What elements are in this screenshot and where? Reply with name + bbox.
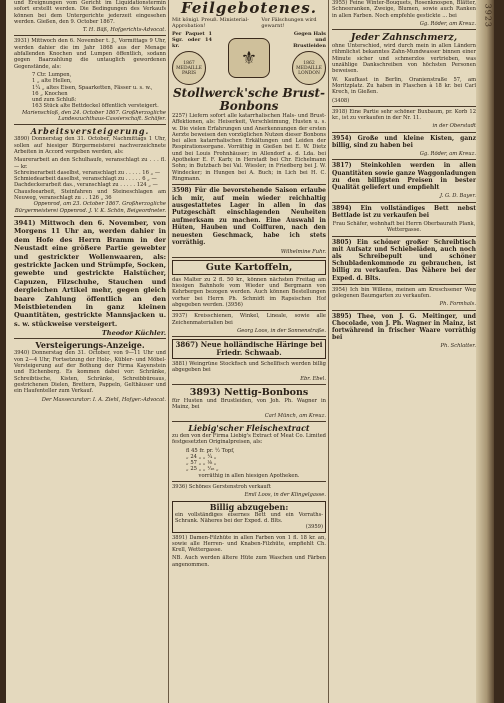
ad-signature: Oppenrod, am 23. October 1867. Großherzogliche Bürgermeisterei Oppenrod. J. V. K. Schön, Beigeordneter. (14, 201, 166, 214)
column-rule (328, 0, 329, 703)
ad-signature: Gg. Röder, am Kreuz. (419, 20, 476, 27)
ad-text: 3936) Schönes Gerstenstroh verkauft (172, 484, 271, 491)
divider (172, 310, 326, 311)
column-middle (172, 0, 326, 703)
ad-text: für Husten und Brustleiden, von Joh. Ph. Wagner in Mainz, bei (172, 398, 326, 411)
ad-signature: J. G. D. Bayer. (440, 193, 476, 200)
ad-text: 3894) Ein vollständiges Bett nebst Bettlade ist zu verkaufen bei (332, 204, 476, 219)
ad-signature: Frau Schäfer, wohnhaft bei Herrn Oberbaurath Plank, Wettergasse. (332, 220, 476, 234)
divider (172, 257, 326, 258)
ad-signature: Ebr. Ebel. (300, 375, 326, 382)
divider (14, 216, 166, 217)
ad-text: 3598) Für die bevorstehende Saison erlaube ich mir, auf mein wieder reichhaltig ausgestattetes Lager in allen in das Putzgeschäft einschlagenden Neuheiten aufmerksam zu machen. Eine Auswahl in Hüten, Hauben und Coiffuren, nach den neuesten Geschmack, habe ich stets vorräthig. (172, 187, 326, 247)
divider (332, 132, 476, 133)
ad-text: 3955) Feine Winter-Bouquets, Rosenknospen, Blätter, Schneeranken, Zweige, Blumen, sowie auch Ranken in allen Farben. Noch empfehle gestickte ... bei (332, 0, 476, 19)
ad-text: 3940) Donnerstag den 31. October, von 9—11 Uhr und von 2—4 Uhr, Fortsetzung der Holz-, Kübler- und Möbel-Versteigerung auf der Bothung der Firma Kayenstein und Eichenberg. Es kommen dabei vor: Schränke, Schreibtische, Kisten, Schränke, Schreibbüreaus, gestrichenen Dielen, Brettern, Pappeln, Gelthäuser und ein Haufenteller zum Verkauf. (14, 350, 166, 395)
ad-text: 3805) Ein schöner großer Schreibtisch mit Aufsatz und Schiebeläden, auch noch als Schreibepult und schöner Schubladenkommode zu gebrauchen, ist billig zu verkaufen. Das Nähere bei der Exped. d. Blts. (332, 238, 476, 282)
list-item: „ 25 „ „ ¹⁄₁₆ „ (186, 466, 219, 473)
ad-signature: T. H. Bäß, Hofgerichts-Advocat. (82, 27, 166, 34)
column-right (332, 0, 476, 703)
divider (172, 421, 326, 422)
page-number: 3923 (483, 3, 492, 28)
divider (14, 124, 166, 125)
ad-text: 2257) Liefern sofort alle katarrhalischen Hals- und Brust-Affektionen, als: Heiserkeit, Verschleimung, Husten u. s. w. Die vielen Erfahrungen und Anerkennungen der ersten Aerzte beweisen den vorzüglichen Nutzen dieser Bonbons bei allen katarrhalischen Erkältungen und Leiden der Respirationsorgane. Vorräthig in Gießen bei E. W. Dietz und bei Louis Frohnhäuser; in Allendorf a. d. Lda. bei Apotheker E. F. Karb; in Herstadt bei Chr. Eichelmann Sohn; in Butzbach bei Val. Wiesler; in Friedberg bei J. W. Windecker; in Hungen bei A. Buch; in Lich bei H. C. Ringmann. (172, 113, 326, 182)
section-title: Feilgebotenes. (181, 0, 317, 17)
divider (172, 184, 326, 185)
column-left (14, 0, 166, 703)
ad-title: Liebig'scher Fleischextract (188, 422, 310, 433)
ad-text: 3937) Kreisschienen, Winkel, Lineale, sowie alle Zeichenmaterialien bei (172, 313, 326, 326)
warning-note: Vor Fälschungen wird gewarnt! (261, 17, 317, 29)
ad-signature: Gg. Röder, am Kreuz. (419, 151, 476, 158)
divider (172, 384, 326, 385)
ad-text: und Ereignungen vom Gericht im Liquidationstermin sofort erstellt werden. Die Bedingungen des Verkaufs können bei dem Untergerichte jederzeit eingesehen werden. Gießen, den 9. October 1867. (14, 0, 166, 25)
ad-box (172, 260, 326, 275)
divider (332, 159, 476, 160)
ad-box (172, 339, 326, 359)
ad-text: 3918) Eine Partie sehr schöner Buxbaum, pr. Korb 12 kr., ist zu verkaufen in der Nr. 11. (332, 108, 476, 122)
cure-line: Gegen Hals und Brustleiden (293, 31, 326, 49)
column-rule (168, 0, 169, 703)
list-item: 1¼ „ altes Eisen, Spaarketten, Fässer u. s. w., (32, 84, 153, 91)
price-list (172, 448, 326, 473)
ad-title: Arbeitsversteigerung. (30, 126, 150, 137)
divider (332, 236, 476, 237)
ad-text: 3890) Donnerstag den 31. October, Nachmittags 1 Uhr, sollen auf hiesiger Bürgermeisterei nachverzeichnete Arbeiten in Accord vergeben werden, als: (14, 136, 166, 155)
divider (332, 106, 476, 107)
ad-title: 3893) Nettig-Bonbons (189, 387, 309, 399)
ad-signature: in der Oberstadt (432, 123, 476, 130)
masthead-subline (172, 17, 326, 29)
medal-icon: 1862 MEDAILLE LONDON (292, 51, 326, 85)
divider (14, 35, 166, 36)
ad-text: 3895) Thee, von J. G. Meitinger, und Chocolade, von J. Ph. Wagner in Mainz, ist fortwährend in frischer Waare vorräthig bei (332, 312, 476, 342)
list-item: 1 „ alte Hellen, (32, 78, 72, 85)
ad-text: 3954) Große und kleine Kisten, ganz billig, sind zu haben bei (332, 134, 476, 149)
list-item: 7 Ctr. Lumpen, (32, 71, 72, 78)
list-item: 16 „ Knochen (32, 90, 68, 97)
coat-of-arms-icon: ⚜ (228, 38, 270, 78)
item-list (14, 72, 166, 110)
ad-text: 3931) Mittwoch den 6. November t. J., Vormittags 9 Uhr, werden dahier die im Jahr 1868 aus der Menage abfallenden Knochen und Lumpen öffentlich, sodann gegen Baarzahlung die untauglich gewordenen Gegenstände, als: (14, 38, 166, 70)
cure-block (286, 31, 326, 85)
ad-signature: Wilhelmine Fuhr. (280, 248, 326, 255)
ad-title: 3867) Neue holländische Häringe bei Friedr. Schwaab. (175, 340, 323, 358)
ad-number: (3959) (305, 524, 323, 531)
ad-box (172, 501, 326, 533)
ad-title: Gute Kartoffeln, (205, 261, 293, 273)
divider (332, 202, 476, 203)
ad-text: das Malter zu 2 fl. 50 kr., können nächsten Freitag am hiesigen Bahnhofe vom Wieder und Bergmann von Kehrbergen bezogen werden. Auch können Bestellungen vorher bei Herrn Ph. Schmidt im Rapsischen Hof abgegeben werden. (3956) (172, 276, 326, 308)
divider (332, 284, 476, 285)
price-line: Per Paquet 1 Sgr. oder 14 kr. (172, 31, 212, 49)
list-item: „ 57 „ „ ⅛ „ (186, 460, 217, 467)
ad-note: NB. Auch werden ältere Hüte zum Waschen und Färben angenommen. (172, 555, 326, 568)
ad-text: 3881) Weingrüne Stockfisch und Schellfisch werden billig abgegeben bei (172, 361, 326, 374)
ad-text: 3954) Ich bin Willens, meinen am Kreschsener Weg gelegenen Baumgarten zu verkaufen. (332, 286, 476, 300)
ad-signature: Carl Münch, am Kreuz. (264, 412, 326, 419)
ad-signature: Theodor Küchler. (101, 329, 166, 338)
ad-number: (3408) (332, 97, 350, 104)
ad-signature: Der Massecurator: I. A. Ziehl, Hofger.-Advocat. (41, 396, 166, 403)
divider (172, 481, 326, 482)
ad-text: ein vollständiges eisernes Bett und ein Vorraths-Schrank. Näheres bei der Exped. d. Blts. (175, 511, 323, 524)
ad-signature: Marienschloß, den 24. October 1867. Großherzogliche Landeszuchthaus-Cassierschaft. Schäfer. (22, 109, 166, 123)
ad-title: Jeder Zahnschmerz, (350, 32, 458, 44)
price-block (172, 31, 212, 85)
newspaper-page (6, 0, 494, 703)
ad-text: ohne Unterschied, wird durch mein in allen Ländern rühmlichst bekanntes Zahn-Mundwasser binnen einer Minute sicher und schmerzlos vertrieben, was unzählige Dankschreiben von höchsten Personen beweisen. (332, 43, 476, 75)
ad-title: Billig abzugeben: (209, 501, 289, 512)
list-item: 163 Stück alte Bettdeckel öffentlich versteigert. (32, 103, 159, 110)
list-item: „ 24 „ „ ¼ „ (186, 453, 217, 460)
ad-text: 3891) Damen-Filzhüte in allen Farben von 1 fl. 18 kr. an, sowie alle Herren- und Knaben-Filzhüte, empfiehlt Ch. Krell, Wettergasse. (172, 534, 326, 554)
divider (172, 336, 326, 337)
medal-icon: 1867 MEDAILLE PARIS (172, 51, 206, 85)
list-item: Schreinerarbeit daselbst, veranschlagt zu . . . . . 16 „ — (14, 169, 161, 176)
ad-signature: Ph. Schlatter. (440, 343, 476, 350)
brand-title: Stollwerck'sche Brust-Bonbons (173, 86, 325, 113)
divider (332, 29, 476, 30)
ad-signature: Emil Loos, in der Klingelgasse. (244, 492, 326, 499)
ad-text: 3817) Steinkohlen werden in allen Quantitäten sowie ganze Waggonladungen zu den billigsten Preisen in bester Qualität geliefert und empfiehlt (332, 162, 476, 192)
ad-text: W. Kaufkast in Berlin, Oranienstraße 57, am Moritzplatz. Zu haben in Flaschen à 18 kr. bei Carl Krech, in Gießen. (332, 76, 476, 96)
list-item: fl 45 fr. pr. ½ Topf, (186, 447, 235, 454)
ad-note: vorräthig in allen hiesigen Apotheken. (198, 472, 300, 479)
divider (332, 310, 476, 311)
ad-title: Versteigerungs-Anzeige. (35, 340, 145, 351)
ad-text: zu den von der Firma Liebig's Extract of Meat Co. Limited festgesetzten Originalpreisen, als: (172, 432, 326, 446)
ad-text: 3941) Mittwoch den 6. November, von Morgens 11 Uhr an, werden dahier in dem Hofe des Herrn Bramm in der Neustadt eine größere Partie gewebter und gestrickter Wollenwaaren, als: gestrickte Jacken und Strümpfe, Socken, gewebte und gestrickte Halstücher, Capuzen, Filzschuhe, Stauchen und dergleichen Artikel mehr, gegen gleich baare Zahlung öffentlich an den Meistbietenden in ganz kleinen Quantitäten, gestrickte Mannsjacken u. s. w. stückweise versteigert. (14, 218, 166, 328)
ad-signature: Georg Loos, in der Sonnenstraße. (237, 327, 326, 334)
list-item: Dachdeckerarbeit das., veranschlagt zu . . . . . 124 „ — (14, 182, 158, 189)
ad-signature: Ph. Formhals. (439, 301, 476, 308)
list-item: und zum Schluß: (32, 97, 77, 104)
book-gutter (476, 0, 494, 703)
list-item: Chausfeearbeit, Steinfahren und Steineschlagen am Neuweg, veranschlagt zu . . 126 „ 36 (14, 188, 166, 202)
list-item: Maurerarbeit an den Schulhaufe, veranschlagt zu . . . fl. — kr. (14, 157, 166, 170)
item-list (14, 157, 166, 201)
stollwerck-emblem (172, 31, 326, 85)
list-item: Schmiedearbeit daselbst, veranschlagt zu . . . . . 6 „ — (14, 176, 157, 183)
divider (14, 338, 166, 339)
approval-note: Mit königl. Preuß. Ministerial-Approbation! (172, 17, 249, 29)
